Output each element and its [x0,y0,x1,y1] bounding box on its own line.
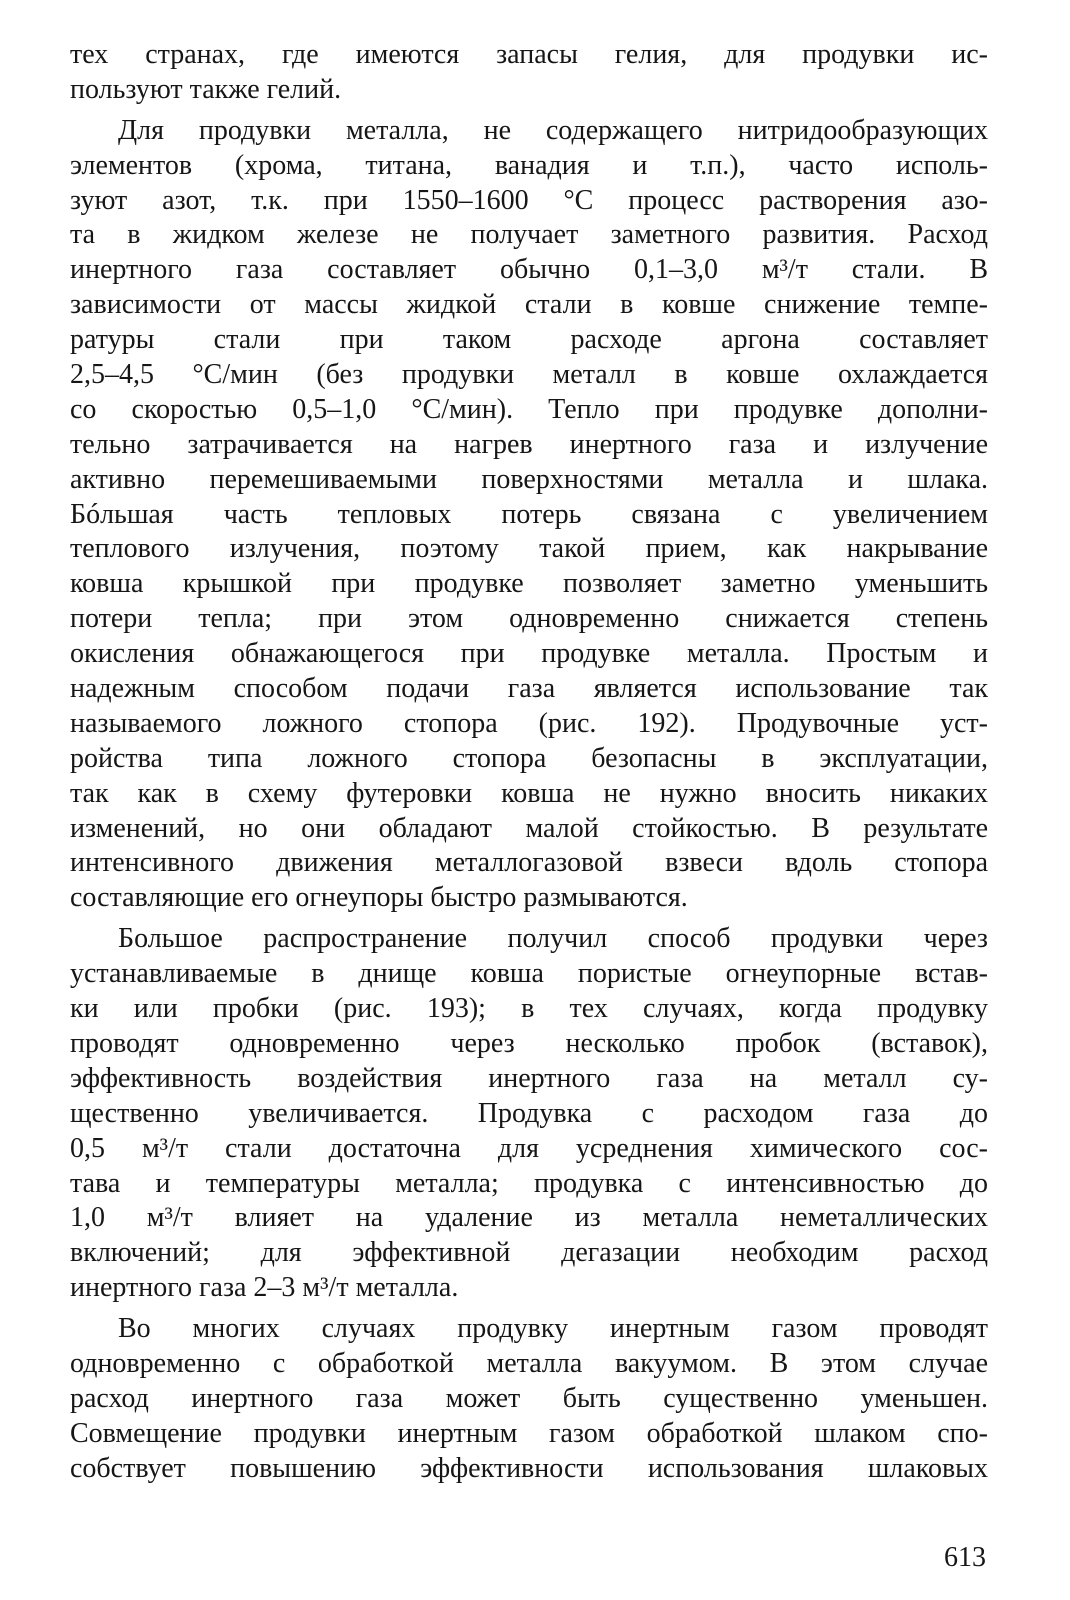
text-line: тельно затрачивается на нагрев инертного газа и излучение [70,428,988,460]
text-line: эффективность воздействия инертного газа на металл су- [70,1062,988,1094]
text-line: ратуры стали при таком расходе аргона составляет [70,324,988,356]
text-line: Во многих случаях продувку инертным газом проводят [118,1313,988,1345]
text-line: ки или пробки (рис. 193); в тех случаях, когда продувку [70,993,988,1025]
text-line: так как в схему футеровки ковша не нужно вносить никаких [70,777,988,809]
text-line: 2,5–4,5 °С/мин (без продувки металл в ковше охлаждается [70,359,988,391]
paragraph-1 [70,38,988,108]
text-line: одновременно с обработкой металла вакуумом. В этом случае [70,1347,988,1379]
text-line: ковша крышкой при продувке позволяет заметно уменьшить [70,568,988,600]
text-line: тава и температуры металла; продувка с интенсивностью до [70,1167,988,1199]
text-line: Для продувки металла, не содержащего нитридообразующих [118,114,988,146]
text-line: теплового излучения, поэтому такой прием, как накрывание [70,533,988,565]
text-line: со скоростью 0,5–1,0 °С/мин). Тепло при продувке дополни- [70,393,988,425]
text-line: инертного газа 2–3 м³/т металла. [70,1272,459,1304]
text-line: изменений, но они обладают малой стойкостью. В результате [70,812,988,844]
text-line: тех странах, где имеются запасы гелия, для продувки ис- [70,39,988,70]
text-line: расход инертного газа может быть существенно уменьшен. [70,1382,988,1414]
text-line: ройства типа ложного стопора безопасны в эксплуатации, [70,742,988,774]
text-line: окисления обнажающегося при продувке металла. Простым и [70,638,988,670]
text-line: зуют азот, т.к. при 1550–1600 °С процесс растворения азо- [70,184,988,216]
paragraph-2 [70,114,988,916]
paragraph-3 [70,922,988,1306]
text-line: зависимости от массы жидкой стали в ковше снижение темпе- [70,289,988,321]
text-line: Бóльшая часть тепловых потерь связана с увеличением [70,498,988,530]
text-line: 1,0 м³/т влияет на удаление из металла неметаллических [70,1202,988,1234]
text-line: Большое распространение получил способ продувки через [118,923,988,955]
text-line: Совмещение продувки инертным газом обработкой шлаком спо- [70,1417,988,1449]
text-line: собствует повышению эффективности использования шлаковых [70,1452,988,1484]
paragraph-4 [70,1312,988,1486]
text-line: надежным способом подачи газа является использование так [70,673,988,705]
text-line: проводят одновременно через несколько пробок (вставок), [70,1027,988,1059]
text-line: щественно увеличивается. Продувка с расходом газа до [70,1097,988,1129]
text-line: потери тепла; при этом одновременно снижается степень [70,603,988,635]
text-line: интенсивного движения металлогазовой взвеси вдоль стопора [70,847,988,879]
text-line: называемого ложного стопора (рис. 192). Продувочные уст- [70,707,988,739]
page-body [70,38,988,1487]
text-line: та в жидком железе не получает заметного развития. Расход [70,219,988,251]
text-line: элементов (хрома, титана, ванадия и т.п.), часто исполь- [70,149,988,181]
text-line: активно перемешиваемыми поверхностями металла и шлака. [70,463,988,495]
text-line: устанавливаемые в днище ковша пористые огнеупорные встав- [70,958,988,990]
text-line: включений; для эффективной дегазации необходим расход [70,1237,988,1269]
text-line: инертного газа составляет обычно 0,1–3,0 м³/т стали. В [70,254,988,286]
text-line: составляющие его огнеупоры быстро размываются. [70,882,688,914]
page-number: 613 [944,1542,986,1573]
text-line: 0,5 м³/т стали достаточна для усреднения химического сос- [70,1132,988,1164]
text-line: пользуют также гелий. [70,73,342,105]
